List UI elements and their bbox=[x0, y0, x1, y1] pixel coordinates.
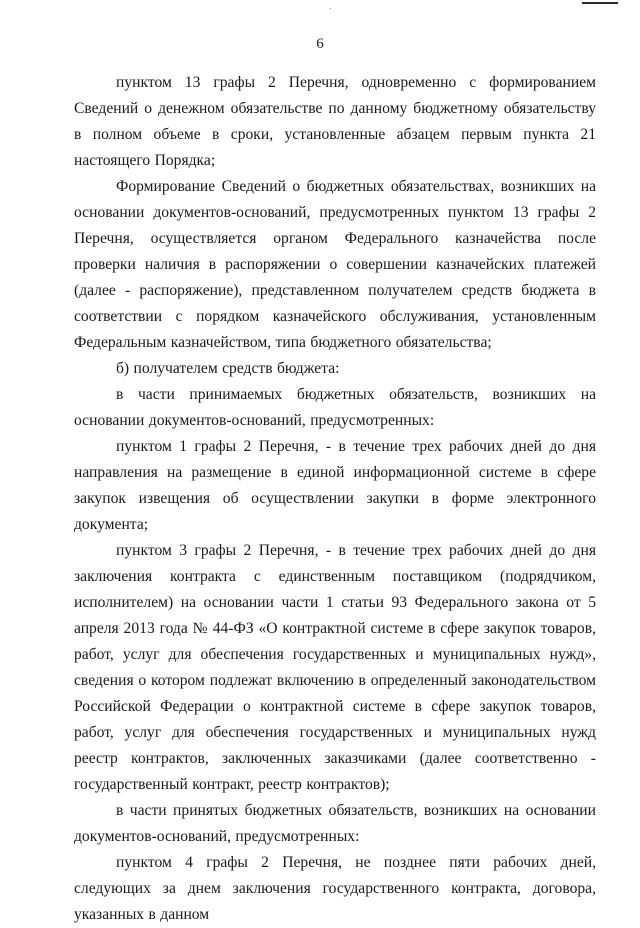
paragraph: пунктом 13 графы 2 Перечня, одновременно с формированием Сведений о денежном обязательстве по данному бюджетному обязательству в полном объеме в сроки, установленные абзацем первым пункта 21 настоящего Порядка; bbox=[74, 74, 596, 169]
paragraph: пунктом 3 графы 2 Перечня, - в течение трех рабочих дней до дня заключения контракта с единственным поставщиком (подрядчиком, исполнителем) на основании части 1 статьи 93 Федерального закона от 5 апреля 2013 года № 44-ФЗ «О контрактной системе в сфере закупок товаров, работ, услуг для обеспечения государственных и муниципальных нужд», сведения о котором подлежат включению в определенный законодательством Российской Федерации о контрактной системе в сфере закупок товаров, работ, услуг для обеспечения государственных и муниципальных нужд реестр контрактов, заключенных заказчиками (далее соответственно - государственный контракт, реестр контрактов); bbox=[74, 542, 596, 793]
paragraph: Формирование Сведений о бюджетных обязательствах, возникших на основании документов-оснований, предусмотренных пунктом 13 графы 2 Перечня, осуществляется органом Федерального казначейства после проверки наличия в распоряжении о совершении казначейских платежей (далее - распоряжение), представленном получателем средств бюджета в соответствии с порядком казначейского обслуживания, установленным Федеральным казначейством, типа бюджетного обязательства; bbox=[74, 178, 596, 351]
paragraph: б) получателем средств бюджета: bbox=[116, 360, 340, 377]
paragraph: в части принятых бюджетных обязательств, возникших на основании документов-оснований, предусмотренных: bbox=[74, 802, 596, 845]
paragraph: пунктом 4 графы 2 Перечня, не позднее пяти рабочих дней, следующих за днем заключения государственного контракта, договора, указанных в данном bbox=[74, 854, 596, 923]
paragraph: пунктом 1 графы 2 Перечня, - в течение трех рабочих дней до дня направления на размещение в единой информационной системе в сфере закупок извещения об осуществлении закупки в форме электронного документа; bbox=[74, 438, 596, 533]
paragraph: в части принимаемых бюджетных обязательств, возникших на основании документов-оснований, предусмотренных: bbox=[74, 386, 596, 429]
document-body bbox=[74, 70, 596, 928]
scan-speck bbox=[330, 8, 331, 9]
scan-edge-mark bbox=[582, 2, 618, 4]
page-number: 6 bbox=[316, 36, 324, 52]
